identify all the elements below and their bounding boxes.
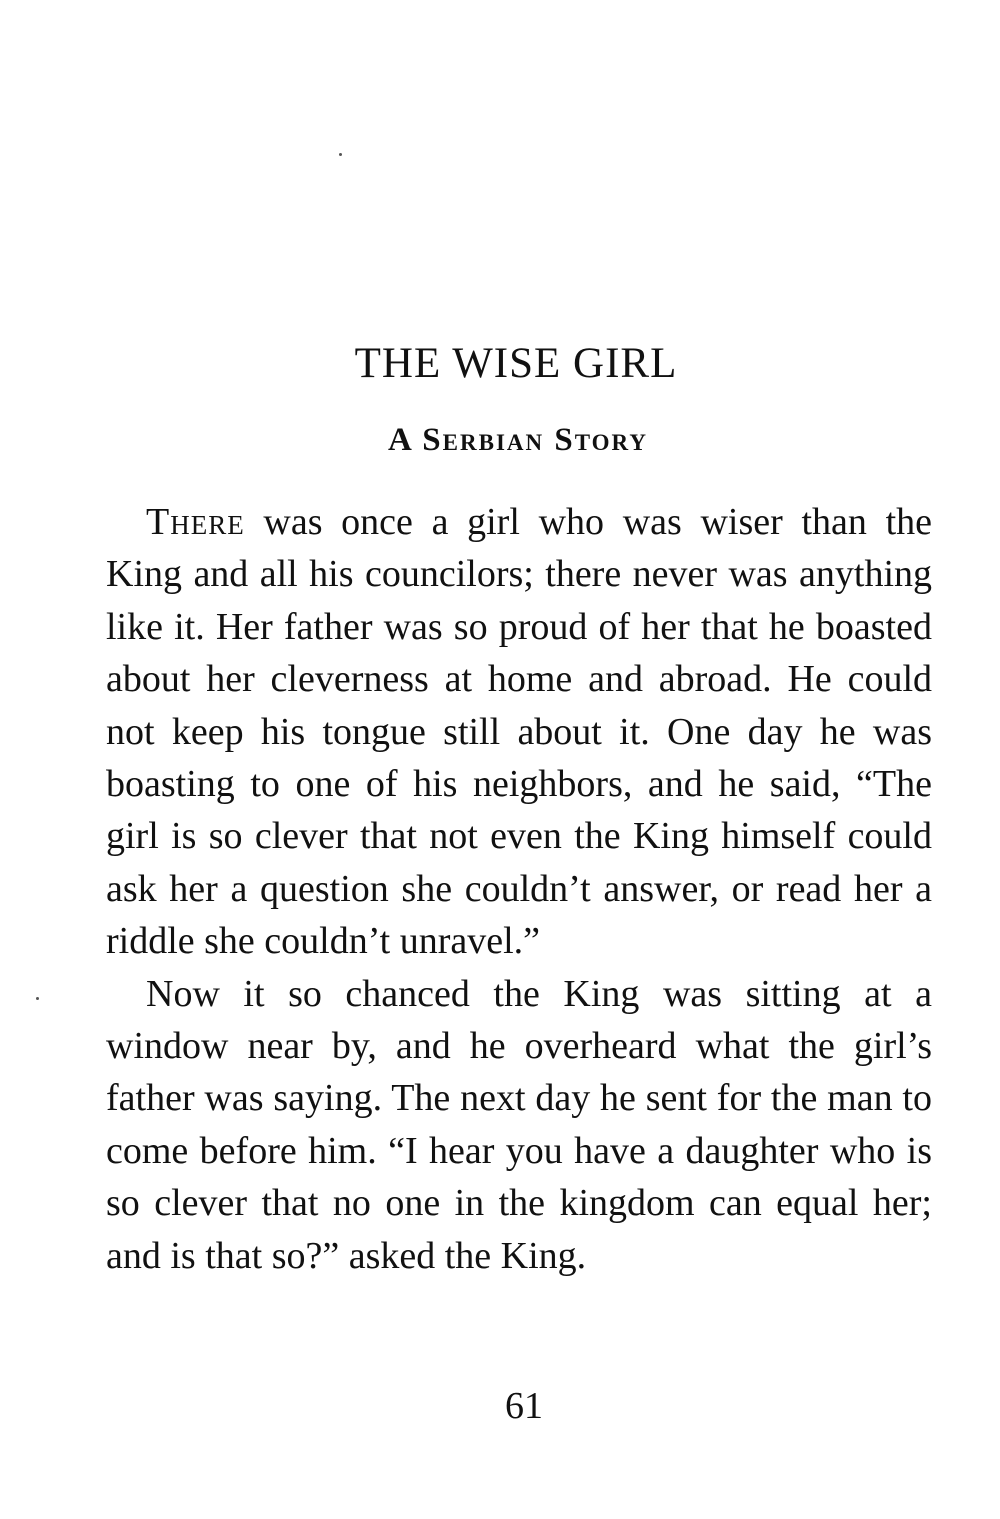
- paragraph-lead-word: There: [146, 501, 245, 543]
- print-speck: [36, 997, 39, 1000]
- page-number: 61: [505, 1385, 543, 1427]
- paragraph-1-text: was once a girl who was wiser than the King and all his councilors; there never was anything like it. Her father was so proud of her that he boasted about her cleverness at home and abroad. He could not keep his tongue still about it. One day he was boasting to one of his neighbors, and he said, “The girl is so clever that not even the King himself could ask her a question she couldn’t answer, or read her a riddle she couldn’t unravel.”: [106, 501, 932, 963]
- story-subtitle: A Serbian Story: [388, 422, 648, 458]
- story-title: THE WISE GIRL: [354, 340, 678, 387]
- paragraph-1: [106, 496, 932, 968]
- paragraph-2: Now it so chanced the King was sitting at a window near by, and he overheard what the girl’s father was saying. The next day he sent for the man to come before him. “I hear you have a daughter who is so clever that no one in the kingdom can equal her; and is that so?” asked the King.: [106, 972, 932, 1277]
- story-body: [106, 496, 932, 1282]
- print-speck: [339, 153, 342, 156]
